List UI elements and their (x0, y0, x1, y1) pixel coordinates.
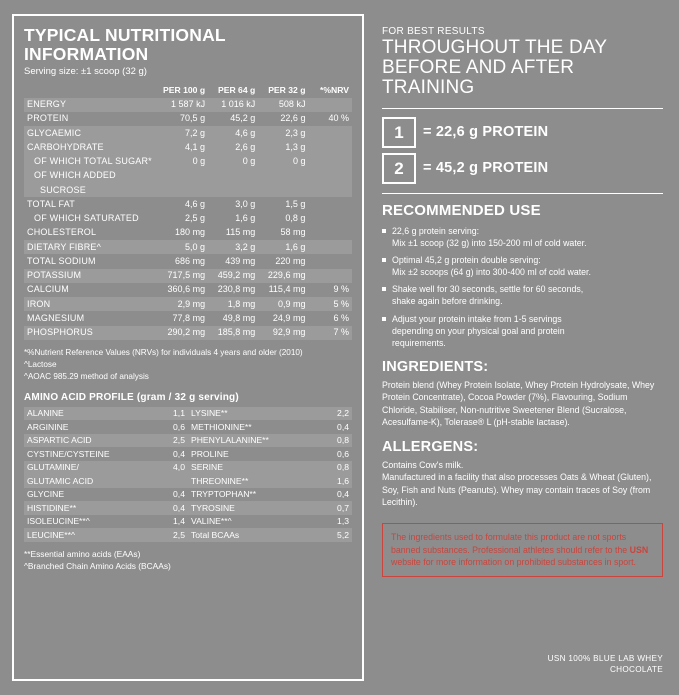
column-header: PER 64 g (218, 85, 256, 96)
table-row (24, 254, 352, 268)
table-row (24, 474, 352, 488)
table-row (24, 461, 352, 475)
table-row (24, 269, 352, 283)
amino-acid-value: 0,7 (319, 501, 352, 515)
amino-acid-label: THREONINE** (188, 474, 319, 488)
scoop-count-2: 2 (382, 153, 416, 184)
page-title: TYPICAL NUTRITIONAL INFORMATION (24, 25, 226, 65)
amino-acid-label: CYSTINE/CYSTEINE (27, 448, 110, 459)
table-row (24, 169, 352, 183)
nutrition-footnotes (24, 347, 352, 383)
amino-acid-label: TRYPTOPHAN** (190, 489, 257, 500)
nutrient-value: 686 mg (175, 255, 206, 266)
amino-acid-value: 0,4 (337, 421, 349, 432)
nutrient-value (308, 269, 352, 283)
nutrient-value: 115 mg (225, 227, 256, 238)
nutrient-label: OF WHICH SATURATED (34, 213, 139, 224)
nutrition-panel (12, 14, 364, 681)
amino-acid-value: 2,5 (155, 528, 188, 542)
list-item: Optimal 45,2 g protein double serving: Mix ±2 scoops (64 g) into 300-400 ml of cold water. (382, 254, 663, 278)
nutrient-label: SUCROSE (24, 183, 158, 197)
nutrient-value: 0 g (158, 155, 208, 169)
table-row (24, 326, 352, 340)
nutrient-value: 115,4 mg (268, 284, 306, 295)
column-header: PER 100 g (163, 85, 206, 96)
nutrient-value: 360,6 mg (167, 284, 206, 295)
table-row (24, 183, 352, 197)
table-row (24, 501, 352, 515)
nutrient-value: 4,6 g (208, 126, 258, 140)
amino-acid-value: 0,6 (173, 421, 185, 432)
column-header: PER 32 g (268, 85, 306, 96)
amino-acid-value: 4,0 (155, 461, 188, 475)
amino-acid-label: Total BCAAs (188, 528, 319, 542)
for-best-results: FOR BEST RESULTS (382, 26, 485, 37)
notice-text-post: website for more information on prohibited substances in sport. (391, 557, 636, 568)
before-after-training: BEFORE AND AFTER TRAINING (382, 56, 575, 98)
amino-acid-label: LYSINE** (188, 407, 319, 421)
nutrient-value: 1,6 g (258, 240, 308, 254)
nutrient-label: TOTAL FAT (27, 198, 75, 209)
nutrient-value: 2,3 g (258, 126, 308, 140)
nutrient-value (308, 226, 352, 240)
brand-line-2: CHOCOLATE (609, 664, 663, 674)
nutrient-value (308, 155, 352, 169)
nutrient-label: PROTEIN (27, 113, 69, 124)
table-row (24, 140, 352, 154)
amino-acid-label: GLUTAMIC ACID (24, 474, 155, 488)
banned-substance-notice (382, 523, 663, 577)
nutrient-value: 22,6 g (280, 113, 306, 124)
nutrient-value: 290,2 mg (158, 326, 208, 340)
amino-acid-label: LEUCINE**^ (24, 528, 155, 542)
amino-footnotes (24, 548, 352, 572)
footnote-nrv: *%Nutrient Reference Values (NRVs) for individuals 4 years and older (2010) (24, 347, 303, 357)
amino-acid-label: ARGININE (27, 421, 69, 432)
amino-acid-title: AMINO ACID PROFILE (gram / 32 g serving) (24, 391, 239, 403)
amino-acid-value: 0,4 (173, 448, 185, 459)
nutrient-label: OF WHICH TOTAL SUGAR* (24, 155, 158, 169)
amino-acid-value: 5,2 (319, 528, 352, 542)
nutrient-value: 1,8 mg (208, 297, 258, 311)
nutrient-label: POTASSIUM (24, 269, 158, 283)
scoop-protein-2: = 45,2 g PROTEIN (423, 160, 549, 177)
amino-acid-value: 2,2 (319, 407, 352, 421)
table-row (24, 197, 352, 211)
table-row (24, 297, 352, 311)
nutrient-label: ENERGY (24, 98, 158, 112)
nutrient-value: 4,6 g (185, 198, 206, 209)
table-row (24, 112, 352, 126)
usn-brand-mention: USN (629, 544, 649, 555)
table-row (24, 126, 352, 140)
amino-acid-value: 1,6 (319, 474, 352, 488)
table-row (24, 240, 352, 254)
nutrient-value: 92,9 mg (258, 326, 308, 340)
table-row (24, 528, 352, 542)
allergens-title: ALLERGENS: (382, 438, 479, 455)
nutrient-value: 7 % (308, 326, 352, 340)
nutrient-value (308, 183, 352, 197)
nutrition-header-row (24, 84, 352, 98)
nutrient-value: 2,5 g (185, 213, 206, 224)
table-row (24, 488, 352, 502)
nutrient-value (308, 197, 352, 211)
nutrient-value: 58 mg (280, 227, 306, 238)
nutrient-value: 2,6 g (208, 140, 258, 154)
divider-bottom (382, 193, 663, 194)
allergens-text: Contains Cow's milk. Manufactured in a facility that also processes Oats & Wheat (Gluten), Soy, Fish and Nuts (Peanuts). Whey may contain traces of Soy (from Lecithin). (382, 459, 652, 508)
nutrient-value (158, 169, 208, 183)
amino-acid-value: 1,3 (337, 516, 349, 527)
nutrient-value (308, 212, 352, 226)
nutrient-label: OF WHICH ADDED (24, 169, 158, 183)
nutrient-value: 40 % (328, 113, 349, 124)
amino-acid-label: PROLINE (190, 448, 229, 459)
nutrient-value: 229,6 mg (258, 269, 308, 283)
nutrient-value: 7,2 g (158, 126, 208, 140)
amino-acid-value: 1,4 (173, 516, 185, 527)
scoop-protein-1: = 22,6 g PROTEIN (423, 124, 549, 141)
throughout-the-day: THROUGHOUT THE DAY (382, 37, 608, 58)
nutrient-value: 45,2 g (230, 113, 256, 124)
nutrient-value: 2,9 mg (158, 297, 208, 311)
list-item: Shake well for 30 seconds, settle for 60 seconds, shake again before drinking. (382, 283, 663, 307)
nutrient-value: 439 mg (225, 255, 256, 266)
amino-acid-label: HISTIDINE** (24, 501, 155, 515)
amino-acid-value: 2,5 (155, 434, 188, 448)
list-item: 22,6 g protein serving: Mix ±1 scoop (32 g) into 150-200 ml of cold water. (382, 225, 663, 249)
nutrient-label: CALCIUM (27, 284, 69, 295)
amino-acid-label: GLYCINE (27, 489, 65, 500)
nutrient-value: 6 % (333, 312, 349, 323)
nutrient-value: 185,8 mg (208, 326, 258, 340)
amino-acid-value: 0,4 (173, 489, 185, 500)
divider-top (382, 108, 663, 109)
nutrient-value: 180 mg (175, 227, 206, 238)
footnote-aoac: ^AOAC 985.29 method of analysis (24, 371, 149, 381)
nutrient-value (308, 98, 352, 112)
nutrient-value: 77,8 mg (172, 312, 206, 323)
table-row (24, 515, 352, 529)
amino-acid-label: SERINE (188, 461, 319, 475)
nutrient-value: 1 587 kJ (158, 98, 208, 112)
nutrient-value: 0,9 mg (258, 297, 308, 311)
nutrient-value: 1,5 g (285, 198, 306, 209)
table-row (24, 407, 352, 421)
table-row (24, 447, 352, 461)
nutrient-label: DIETARY FIBRE^ (24, 240, 158, 254)
nutrient-label: IRON (24, 297, 158, 311)
nutrient-value: 0 g (208, 155, 258, 169)
nutrient-value (258, 183, 308, 197)
footnote-bcaa: ^Branched Chain Amino Acids (BCAAs) (24, 560, 171, 571)
footnote-eaa: **Essential amino acids (EAAs) (24, 548, 141, 559)
nutrition-table (24, 84, 352, 340)
table-row (24, 98, 352, 112)
amino-acid-value: 0,4 (155, 501, 188, 515)
nutrient-value: 5 % (308, 297, 352, 311)
nutrient-value (308, 240, 352, 254)
amino-acid-value (155, 474, 188, 488)
scoop-count-1: 1 (382, 117, 416, 148)
column-header: *%NRV (320, 85, 349, 96)
amino-acid-label: GLUTAMINE/ (24, 461, 155, 475)
nutrient-value: 70,5 g (180, 113, 206, 124)
footnote-lactose: ^Lactose (24, 359, 57, 369)
notice-text-pre: The ingredients used to formulate this product are not sports banned substances. Professional athletes should refer to the (391, 531, 630, 555)
nutrient-value: 459,2 mg (208, 269, 258, 283)
amino-acid-label: TYROSINE (188, 501, 319, 515)
product-brand-footer (548, 653, 663, 675)
amino-acid-label: ALANINE (24, 407, 155, 421)
amino-acid-label: PHENYLALANINE** (188, 434, 319, 448)
nutrient-value (308, 140, 352, 154)
nutrient-value (308, 126, 352, 140)
amino-acid-value: 0,6 (337, 448, 349, 459)
nutrient-label: PHOSPHORUS (24, 326, 158, 340)
nutrient-value (208, 183, 258, 197)
nutrient-value: 4,1 g (158, 140, 208, 154)
nutrient-value: 1,3 g (258, 140, 308, 154)
list-item: Adjust your protein intake from 1-5 servings depending on your physical goal and protein requirements. (382, 313, 663, 349)
nutrient-value: 1,6 g (235, 213, 256, 224)
nutrient-value (258, 169, 308, 183)
nutrient-value: 230,8 mg (217, 284, 256, 295)
nutrient-value: 717,5 mg (158, 269, 208, 283)
recommended-use-title: RECOMMENDED USE (382, 201, 541, 219)
scoop-row-1 (382, 117, 663, 148)
amino-acid-label: ASPARTIC ACID (24, 434, 155, 448)
ingredients-text: Protein blend (Whey Protein Isolate, Whey Protein Hydrolysate, Whey Protein Concentrate), Cocoa Powder (7%), Flavouring, Sodium Chloride, Stabiliser, Non-nutritive Sweetener Blend (Sucralose, Acesulfame-K), Tolerase® L (pH-stable lactase). (382, 379, 655, 428)
amino-acid-value: 0,8 (319, 434, 352, 448)
ingredients-title: INGREDIENTS: (382, 358, 489, 375)
nutrient-value: 1 016 kJ (208, 98, 258, 112)
amino-acid-value: 0,8 (319, 461, 352, 475)
nutrient-label: CHOLESTEROL (27, 227, 97, 238)
nutrient-label: GLYCAEMIC (24, 126, 158, 140)
serving-size: Serving size: ±1 scoop (32 g) (24, 65, 147, 77)
nutrient-value: 49,8 mg (222, 312, 256, 323)
table-row (24, 434, 352, 448)
table-row (24, 283, 352, 297)
recommended-use-list (382, 225, 663, 349)
nutrient-value (208, 169, 258, 183)
amino-acid-label: VALINE**^ (190, 516, 232, 527)
nutrient-value: 9 % (333, 284, 349, 295)
usage-panel (364, 14, 667, 681)
nutrient-value: 508 kJ (258, 98, 308, 112)
table-row (24, 212, 352, 226)
nutrient-value: 5,0 g (158, 240, 208, 254)
nutrient-value (158, 183, 208, 197)
amino-acid-value: 0,4 (337, 489, 349, 500)
amino-acid-value: 1,1 (155, 407, 188, 421)
nutrient-label: MAGNESIUM (27, 312, 85, 323)
table-row (24, 155, 352, 169)
nutrient-value: 220 mg (275, 255, 306, 266)
amino-acid-label: ISOLEUCINE**^ (27, 516, 90, 527)
nutrient-value: 0 g (258, 155, 308, 169)
table-row (24, 226, 352, 240)
brand-line-1: USN 100% BLUE LAB WHEY (547, 653, 663, 663)
nutrient-value: 3,2 g (208, 240, 258, 254)
nutrient-value: 3,0 g (235, 198, 256, 209)
nutrient-label: CARBOHYDRATE (24, 140, 158, 154)
nutrient-label: TOTAL SODIUM (27, 255, 96, 266)
column-header (24, 84, 158, 98)
nutrient-value: 24,9 mg (272, 312, 306, 323)
nutrient-value: 0,8 g (285, 213, 306, 224)
table-row (24, 311, 352, 325)
nutrient-value (308, 169, 352, 183)
nutrient-value (308, 254, 352, 268)
amino-acid-label: METHIONINE** (190, 421, 252, 432)
table-row (24, 420, 352, 434)
scoop-row-2 (382, 153, 663, 184)
amino-acid-table (24, 407, 352, 542)
